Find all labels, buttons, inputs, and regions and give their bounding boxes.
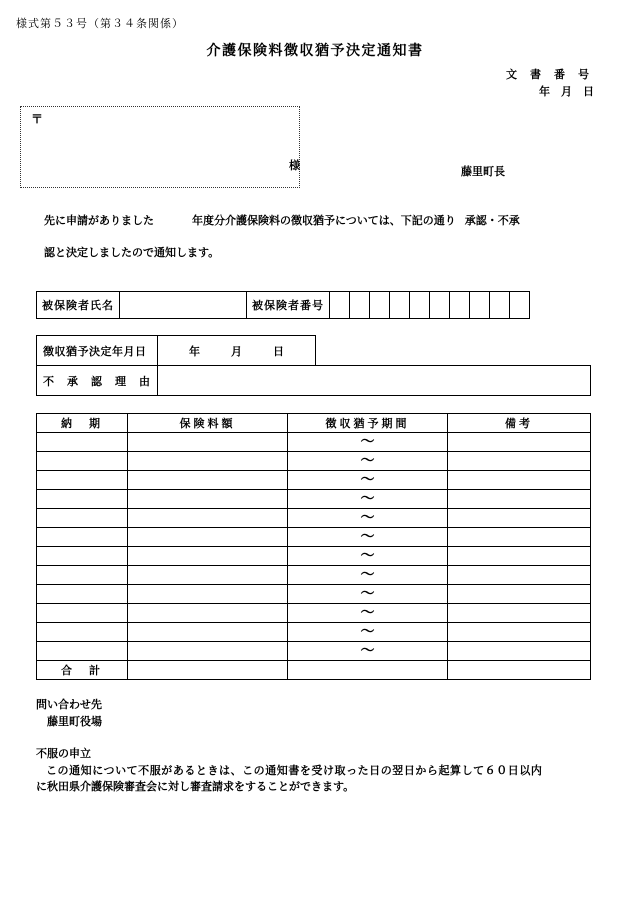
due-date-cell bbox=[37, 490, 128, 509]
appeal-text-line-2: に秋田県介護保険審査会に対し審査請求をすることができます。 bbox=[36, 780, 355, 793]
deferral-period-cell bbox=[288, 623, 448, 642]
intro-part-3: 承認・不承 bbox=[464, 214, 520, 227]
insured-name-field bbox=[120, 292, 247, 319]
insured-number-digit-box bbox=[410, 292, 430, 319]
schedule-row bbox=[37, 528, 591, 547]
header-premium-amount: 保険料額 bbox=[128, 414, 288, 433]
remarks-cell bbox=[448, 452, 591, 471]
deferral-period-cell bbox=[288, 566, 448, 585]
due-date-cell bbox=[37, 452, 128, 471]
period-mark: 〜 bbox=[360, 434, 375, 450]
premium-amount-cell bbox=[128, 509, 288, 528]
recipient-address-box bbox=[20, 106, 300, 188]
total-period-cell bbox=[288, 661, 448, 680]
premium-amount-cell bbox=[128, 547, 288, 566]
period-mark: 〜 bbox=[360, 491, 375, 507]
schedule-row bbox=[37, 585, 591, 604]
schedule-row bbox=[37, 547, 591, 566]
premium-amount-cell bbox=[128, 433, 288, 452]
recipient-honorific: 様 bbox=[289, 159, 300, 172]
deferral-period-cell bbox=[288, 433, 448, 452]
period-mark: 〜 bbox=[360, 453, 375, 469]
remarks-cell bbox=[448, 566, 591, 585]
decision-date-field bbox=[158, 336, 316, 366]
due-date-cell bbox=[37, 604, 128, 623]
insured-name-label: 被保険者氏名 bbox=[37, 292, 120, 319]
premium-amount-cell bbox=[128, 566, 288, 585]
due-date-cell bbox=[37, 585, 128, 604]
remarks-cell bbox=[448, 547, 591, 566]
remarks-cell bbox=[448, 623, 591, 642]
due-date-cell bbox=[37, 566, 128, 585]
schedule-row bbox=[37, 490, 591, 509]
deferral-period-cell bbox=[288, 642, 448, 661]
schedule-row bbox=[37, 604, 591, 623]
remarks-cell bbox=[448, 528, 591, 547]
schedule-row bbox=[37, 471, 591, 490]
due-date-cell bbox=[37, 471, 128, 490]
premium-amount-cell bbox=[128, 604, 288, 623]
reason-field bbox=[158, 366, 591, 396]
schedule-table bbox=[36, 413, 591, 680]
deferral-period-cell bbox=[288, 604, 448, 623]
due-date-cell bbox=[37, 642, 128, 661]
insured-number-digit-box bbox=[450, 292, 470, 319]
insured-number-digit-box bbox=[330, 292, 350, 319]
appeal-heading: 不服の申立 bbox=[36, 747, 91, 760]
insured-number-digit-box bbox=[490, 292, 510, 319]
issuer-name: 藤里町長 bbox=[461, 165, 505, 178]
reason-row bbox=[37, 366, 591, 396]
premium-amount-cell bbox=[128, 471, 288, 490]
deferral-period-cell bbox=[288, 528, 448, 547]
schedule-row bbox=[37, 509, 591, 528]
period-mark: 〜 bbox=[360, 605, 375, 621]
period-mark: 〜 bbox=[360, 510, 375, 526]
remarks-cell bbox=[448, 585, 591, 604]
intro-part-2: 年度分介護保険料の徴収猶予については、下記の通り bbox=[192, 214, 456, 227]
header-deferral-period: 徴収猶予期間 bbox=[288, 414, 448, 433]
total-label: 合 計 bbox=[37, 661, 128, 680]
due-date-cell bbox=[37, 528, 128, 547]
due-date-cell bbox=[37, 433, 128, 452]
deferral-period-cell bbox=[288, 490, 448, 509]
remarks-cell bbox=[448, 471, 591, 490]
decision-date-row bbox=[37, 336, 591, 366]
period-mark: 〜 bbox=[360, 472, 375, 488]
deferral-period-cell bbox=[288, 452, 448, 471]
reason-label: 不承認理由 bbox=[37, 366, 158, 396]
form-number: 様式第５３号（第３４条関係） bbox=[16, 17, 184, 30]
period-mark: 〜 bbox=[360, 548, 375, 564]
premium-amount-cell bbox=[128, 642, 288, 661]
schedule-row bbox=[37, 566, 591, 585]
schedule-row bbox=[37, 452, 591, 471]
remarks-cell bbox=[448, 642, 591, 661]
due-date-cell bbox=[37, 509, 128, 528]
intro-line-2: 認と決定しましたので通知します。 bbox=[44, 246, 220, 259]
deferral-period-cell bbox=[288, 471, 448, 490]
remarks-cell bbox=[448, 509, 591, 528]
insured-number-digit-box bbox=[370, 292, 390, 319]
premium-amount-cell bbox=[128, 452, 288, 471]
insured-number-digit-box bbox=[430, 292, 450, 319]
insured-number-label: 被保険者番号 bbox=[247, 292, 330, 319]
decision-day: 日 bbox=[273, 344, 284, 358]
period-mark: 〜 bbox=[360, 567, 375, 583]
premium-amount-cell bbox=[128, 490, 288, 509]
decision-month: 月 bbox=[231, 344, 242, 358]
schedule-row bbox=[37, 623, 591, 642]
remarks-cell bbox=[448, 604, 591, 623]
due-date-cell bbox=[37, 623, 128, 642]
total-remarks-cell bbox=[448, 661, 591, 680]
decision-table bbox=[36, 335, 591, 396]
due-date-cell bbox=[37, 547, 128, 566]
remarks-cell bbox=[448, 433, 591, 452]
schedule-header-row bbox=[37, 414, 591, 433]
header-due-date: 納 期 bbox=[37, 414, 128, 433]
header-remarks: 備考 bbox=[448, 414, 591, 433]
premium-amount-cell bbox=[128, 585, 288, 604]
deferral-period-cell bbox=[288, 547, 448, 566]
total-amount-cell bbox=[128, 661, 288, 680]
insured-number-digit-box bbox=[390, 292, 410, 319]
schedule-row bbox=[37, 642, 591, 661]
insured-info-table bbox=[36, 291, 530, 319]
insured-number-digit-box bbox=[510, 292, 530, 319]
document-number-label: 文書番号 bbox=[506, 68, 602, 81]
appeal-text-line-1: この通知について不服があるときは、この通知書を受け取った日の翌日から起算して６０日以内 bbox=[46, 764, 543, 777]
postal-mark: 〒 bbox=[31, 112, 44, 126]
period-mark: 〜 bbox=[360, 586, 375, 602]
intro-line-1 bbox=[44, 212, 520, 228]
insured-number-digit-box bbox=[350, 292, 370, 319]
period-mark: 〜 bbox=[360, 529, 375, 545]
inquiry-heading: 問い合わせ先 bbox=[36, 698, 102, 711]
remarks-cell bbox=[448, 490, 591, 509]
period-mark: 〜 bbox=[360, 624, 375, 640]
decision-year: 年 bbox=[189, 344, 200, 358]
deferral-period-cell bbox=[288, 585, 448, 604]
document-title: 介護保険料徴収猶予決定通知書 bbox=[206, 43, 424, 59]
decision-date-label: 徴収猶予決定年月日 bbox=[37, 336, 158, 366]
issue-date-label: 年月日 bbox=[539, 85, 605, 98]
insured-row bbox=[37, 292, 530, 319]
schedule-row bbox=[37, 433, 591, 452]
insured-number-digit-box bbox=[470, 292, 490, 319]
premium-amount-cell bbox=[128, 623, 288, 642]
deferral-period-cell bbox=[288, 509, 448, 528]
intro-part-1: 先に申請がありました bbox=[44, 214, 154, 227]
premium-amount-cell bbox=[128, 528, 288, 547]
inquiry-office: 藤里町役場 bbox=[47, 715, 102, 728]
schedule-total-row bbox=[37, 661, 591, 680]
period-mark: 〜 bbox=[360, 643, 375, 659]
